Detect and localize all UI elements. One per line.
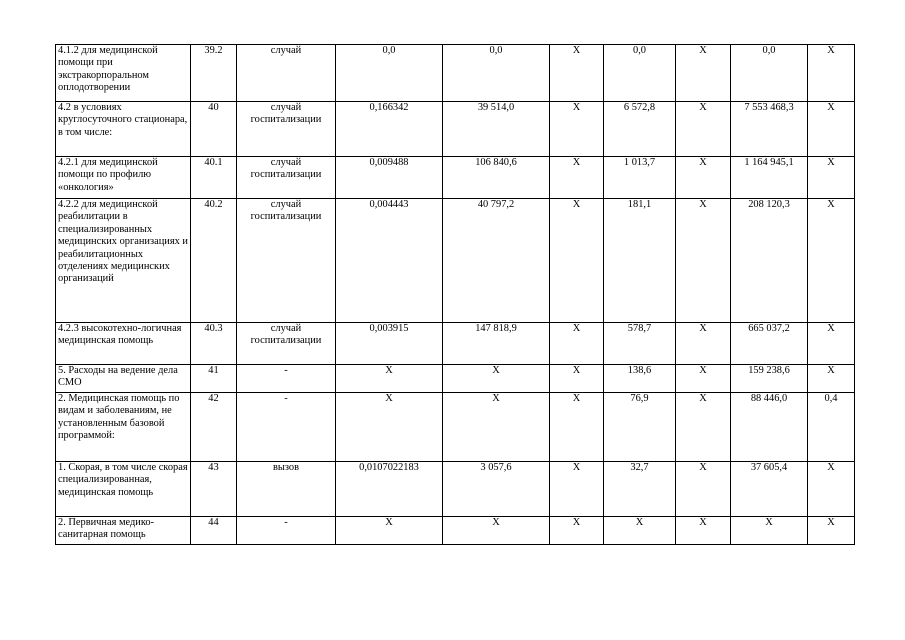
row-name-cell: 2. Медицинская помощь по видам и заболеваниям, не установленным базовой программой: [56, 393, 191, 462]
value-cell: X [443, 393, 550, 462]
table-row [56, 199, 855, 323]
value-cell: X [550, 393, 604, 462]
value-cell: X [676, 462, 731, 517]
value-cell: X [808, 517, 855, 545]
row-number-cell: 44 [191, 517, 237, 545]
value-cell: X [808, 102, 855, 157]
unit-cell: - [237, 393, 336, 462]
row-number-cell: 40.3 [191, 323, 237, 365]
value-cell: X [550, 365, 604, 393]
value-cell: X [550, 102, 604, 157]
value-cell: X [336, 393, 443, 462]
value-cell: 106 840,6 [443, 157, 550, 199]
value-cell: 665 037,2 [731, 323, 808, 365]
value-cell: 0,4 [808, 393, 855, 462]
value-cell: X [808, 45, 855, 102]
table-row [56, 323, 855, 365]
value-cell: X [550, 462, 604, 517]
value-cell: X [604, 517, 676, 545]
value-cell: 138,6 [604, 365, 676, 393]
row-number-cell: 43 [191, 462, 237, 517]
row-number-cell: 40 [191, 102, 237, 157]
value-cell: 208 120,3 [731, 199, 808, 323]
table-row [56, 462, 855, 517]
value-cell: 0,0 [336, 45, 443, 102]
value-cell: X [731, 517, 808, 545]
table-row [56, 517, 855, 545]
value-cell: X [550, 199, 604, 323]
unit-cell: - [237, 365, 336, 393]
value-cell: X [550, 45, 604, 102]
unit-cell: случай госпитализации [237, 157, 336, 199]
value-cell: X [443, 517, 550, 545]
value-cell: X [550, 323, 604, 365]
value-cell: X [676, 517, 731, 545]
value-cell: 147 818,9 [443, 323, 550, 365]
row-number-cell: 39.2 [191, 45, 237, 102]
unit-cell: случай госпитализации [237, 199, 336, 323]
value-cell: X [808, 199, 855, 323]
value-cell: 1 013,7 [604, 157, 676, 199]
value-cell: 37 605,4 [731, 462, 808, 517]
value-cell: 40 797,2 [443, 199, 550, 323]
value-cell: X [336, 365, 443, 393]
unit-cell: случай госпитализации [237, 102, 336, 157]
value-cell: X [676, 365, 731, 393]
unit-cell: случай госпитализации [237, 323, 336, 365]
value-cell: 0,0 [604, 45, 676, 102]
value-cell: X [808, 157, 855, 199]
value-cell: X [808, 323, 855, 365]
value-cell: X [808, 462, 855, 517]
value-cell: X [550, 517, 604, 545]
table-row [56, 393, 855, 462]
table-row [56, 365, 855, 393]
value-cell: X [808, 365, 855, 393]
document-table [55, 44, 855, 545]
row-number-cell: 41 [191, 365, 237, 393]
table-row [56, 45, 855, 102]
row-number-cell: 40.1 [191, 157, 237, 199]
unit-cell: - [237, 517, 336, 545]
row-name-cell: 4.2 в условиях круглосуточного стационара, в том числе: [56, 102, 191, 157]
unit-cell: случай [237, 45, 336, 102]
value-cell: 39 514,0 [443, 102, 550, 157]
value-cell: 0,003915 [336, 323, 443, 365]
row-name-cell: 4.1.2 для медицинской помощи при экстракорпоральном оплодотворении [56, 45, 191, 102]
value-cell: 159 238,6 [731, 365, 808, 393]
value-cell: 0,0107022183 [336, 462, 443, 517]
value-cell: 0,0 [731, 45, 808, 102]
value-cell: 7 553 468,3 [731, 102, 808, 157]
row-number-cell: 40.2 [191, 199, 237, 323]
value-cell: X [676, 102, 731, 157]
table-row [56, 157, 855, 199]
value-cell: X [443, 365, 550, 393]
value-cell: 76,9 [604, 393, 676, 462]
value-cell: 88 446,0 [731, 393, 808, 462]
row-name-cell: 1. Скорая, в том числе скорая специализированная, медицинская помощь [56, 462, 191, 517]
value-cell: 0,166342 [336, 102, 443, 157]
value-cell: X [676, 393, 731, 462]
value-cell: 0,0 [443, 45, 550, 102]
value-cell: 6 572,8 [604, 102, 676, 157]
value-cell: X [336, 517, 443, 545]
row-name-cell: 4.2.2 для медицинской реабилитации в специализированных медицинских организациях и реабилитационных отделениях медицинских организаций [56, 199, 191, 323]
value-cell: 0,004443 [336, 199, 443, 323]
value-cell: X [676, 45, 731, 102]
value-cell: X [676, 323, 731, 365]
row-name-cell: 2. Первичная медико-санитарная помощь [56, 517, 191, 545]
value-cell: 181,1 [604, 199, 676, 323]
value-cell: 3 057,6 [443, 462, 550, 517]
value-cell: X [550, 157, 604, 199]
value-cell: 1 164 945,1 [731, 157, 808, 199]
unit-cell: вызов [237, 462, 336, 517]
table-row [56, 102, 855, 157]
value-cell: 32,7 [604, 462, 676, 517]
value-cell: X [676, 199, 731, 323]
value-cell: 578,7 [604, 323, 676, 365]
row-number-cell: 42 [191, 393, 237, 462]
value-cell: 0,009488 [336, 157, 443, 199]
row-name-cell: 4.2.1 для медицинской помощи по профилю «онкология» [56, 157, 191, 199]
value-cell: X [676, 157, 731, 199]
row-name-cell: 5. Расходы на ведение дела СМО [56, 365, 191, 393]
row-name-cell: 4.2.3 высокотехно-логичная медицинская помощь [56, 323, 191, 365]
